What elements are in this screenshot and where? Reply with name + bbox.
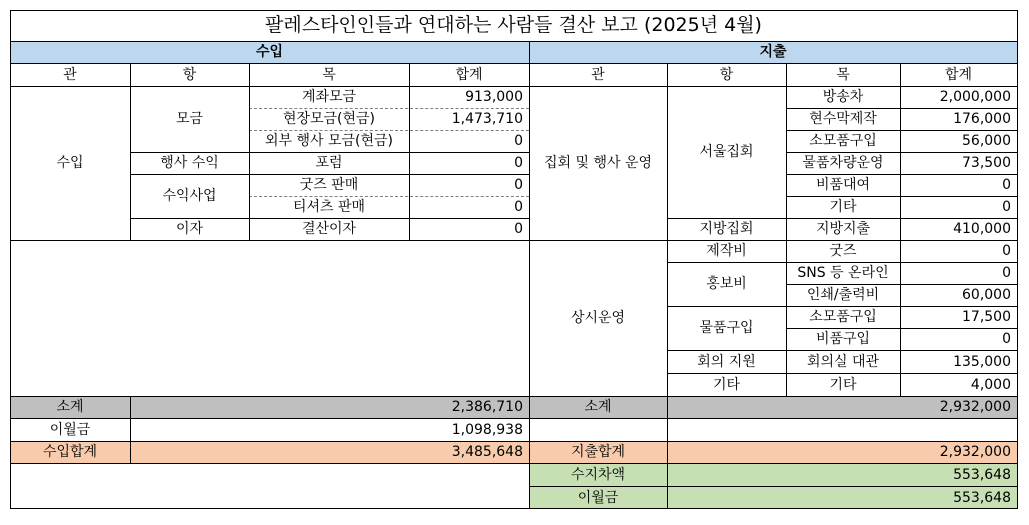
grid-line [786,152,1017,153]
grid-line [786,196,1017,197]
expense-hang-etc: 기타 [712,376,741,393]
income-subtotal-label: 소계 [56,399,84,415]
expense-mok-cell: 방송차 [822,89,864,105]
income-mok-cell: 외부 행사 모금(현금) [264,133,394,149]
expense-mok-cell: 물품차량운영 [802,155,884,171]
expense-amount-cell: 60,000 [962,287,1011,303]
income-mok-cell: 굿즈 판매 [299,177,359,193]
income-gwan-cell: 수입 [56,155,84,171]
balance-value: 553,648 [953,466,1011,483]
income-mok-cell: 결산이자 [301,221,357,237]
expense-amount-cell: 0 [1002,265,1011,281]
expense-hang-promotion: 홍보비 [706,276,747,292]
grid-line [667,306,1017,307]
income-total-value: 3,485,648 [451,444,523,460]
border-line [10,10,1017,11]
income-amount-cell: 0 [514,155,523,171]
income-subtotal-value: 2,386,710 [451,399,523,415]
grid-line [786,174,1017,175]
expense-header-mok: 목 [836,66,850,83]
income-hang-business: 수익사업 [162,188,217,204]
expense-mok-cell: 소모품구입 [809,309,877,325]
grid-line [667,262,1017,263]
expense-amount-cell: 73,500 [962,155,1011,171]
grid-line [529,486,1017,487]
expense-mok-cell: 현수막제작 [809,111,877,127]
expense-amount-cell: 4,000 [970,376,1011,393]
income-amount-cell: 0 [514,199,523,215]
grid-line [667,218,1017,219]
income-amount-cell: 1,473,710 [451,111,523,127]
income-section-header [10,41,529,63]
grid-line [667,373,1017,374]
income-amount-cell: 913,000 [465,89,523,105]
expense-hang-seoul: 서울집회 [699,144,754,160]
expense-subtotal-label: 소계 [584,399,612,415]
income-hang-fundraising: 모금 [175,111,204,127]
grid-line [130,174,529,175]
report-title: 팔레스타인인들과 연대하는 사람들 결산 보고 (2025년 4월) [265,14,762,36]
grid-line [529,41,530,509]
income-hang-interest: 이자 [175,221,204,237]
expense-mok-cell: 지방지출 [815,221,871,237]
expense-mok-cell: 회의실 대관 [806,353,880,370]
income-hang-event: 행사 수익 [160,155,219,171]
grid-line [130,396,131,464]
grid-line [529,240,1017,241]
expense-mok-cell: 비품구입 [815,331,871,347]
balance-label: 수지차액 [570,466,626,483]
expense-section-header [529,41,1017,63]
grid-line [409,63,410,241]
grid-line [130,218,529,219]
grid-line [10,86,1017,87]
income-mok-cell: 티셔츠 판매 [292,199,366,215]
border-line [10,508,1018,509]
income-header-gwan: 관 [63,66,77,83]
income-amount-cell: 0 [514,177,523,193]
expense-amount-cell: 176,000 [953,111,1011,127]
expense-amount-cell: 0 [1002,177,1011,193]
income-carryover-label: 이월금 [49,421,91,438]
grid-line [10,63,1017,64]
income-total-label: 수입합계 [42,444,98,460]
income-mok-cell: 포럼 [315,155,343,171]
expense-header-gwan: 관 [591,66,605,83]
expense-amount-cell: 410,000 [953,221,1011,237]
expense-amount-cell: 0 [1002,243,1011,259]
expense-hang-meeting: 회의 지원 [697,353,756,370]
grid-line [786,130,1017,131]
final-carryover-value: 553,648 [953,489,1011,506]
expense-header-total: 합계 [944,66,973,83]
income-amount-cell: 0 [514,133,523,149]
grid-line [667,350,1017,351]
grid-line [10,41,1017,42]
income-mok-cell: 계좌모금 [301,89,357,105]
expense-amount-cell: 2,000,000 [939,89,1011,105]
grid-line [10,240,529,241]
income-mok-cell: 현장모금(현금) [282,111,376,127]
expense-mok-cell: 기타 [829,376,857,393]
final-carryover-label: 이월금 [577,489,619,506]
grid-line [10,463,1017,464]
grid-line [10,396,1017,397]
grid-line [249,63,250,241]
expense-amount-cell: 0 [1002,331,1011,347]
expense-header-hang: 항 [719,66,734,83]
income-header-hang: 항 [182,66,197,83]
expense-hang-production: 제작비 [706,243,747,259]
expense-gwan-events: 집회 및 행사 운영 [543,155,653,171]
expense-mok-cell: 굿즈 [829,243,857,259]
expense-hang-regional: 지방집회 [699,221,754,237]
expense-mok-cell: SNS 등 온라인 [797,265,889,281]
dashed-rule [249,130,529,131]
income-carryover-value: 1,098,938 [451,421,523,438]
grid-line [786,108,1017,109]
income-header-mok: 목 [322,66,336,83]
grid-line [10,441,1017,442]
grid-line [130,63,131,241]
grid-line [130,152,529,153]
grid-line [667,63,668,509]
expense-mok-cell: 소모품구입 [809,133,877,149]
expense-total-label: 지출합계 [570,444,626,460]
income-amount-cell: 0 [514,221,523,237]
expense-mok-cell: 인쇄/출력비 [806,287,880,303]
expense-total-value: 2,932,000 [939,444,1011,460]
expense-mok-cell: 기타 [829,199,857,215]
expense-gwan-regular: 상시운영 [570,310,626,326]
grid-line [900,63,901,397]
dashed-rule [249,108,529,109]
grid-line [10,418,1017,419]
expense-amount-cell: 0 [1002,199,1011,215]
border-line [1017,10,1018,509]
expense-amount-cell: 56,000 [962,133,1011,149]
border-line [10,10,11,509]
income-header-total: 합계 [455,66,483,83]
expense-subtotal-value: 2,932,000 [939,399,1011,415]
grid-line [786,63,787,397]
expense-hang-purchase: 물품구입 [699,320,754,336]
expense-mok-cell: 비품대여 [815,177,871,193]
income-section-label: 수입 [255,44,284,60]
grid-line [786,328,1017,329]
expense-amount-cell: 17,500 [962,309,1011,325]
expense-amount-cell: 135,000 [953,353,1011,370]
expense-section-label: 지출 [759,44,787,60]
grid-line [786,284,1017,285]
dashed-rule [249,196,529,197]
